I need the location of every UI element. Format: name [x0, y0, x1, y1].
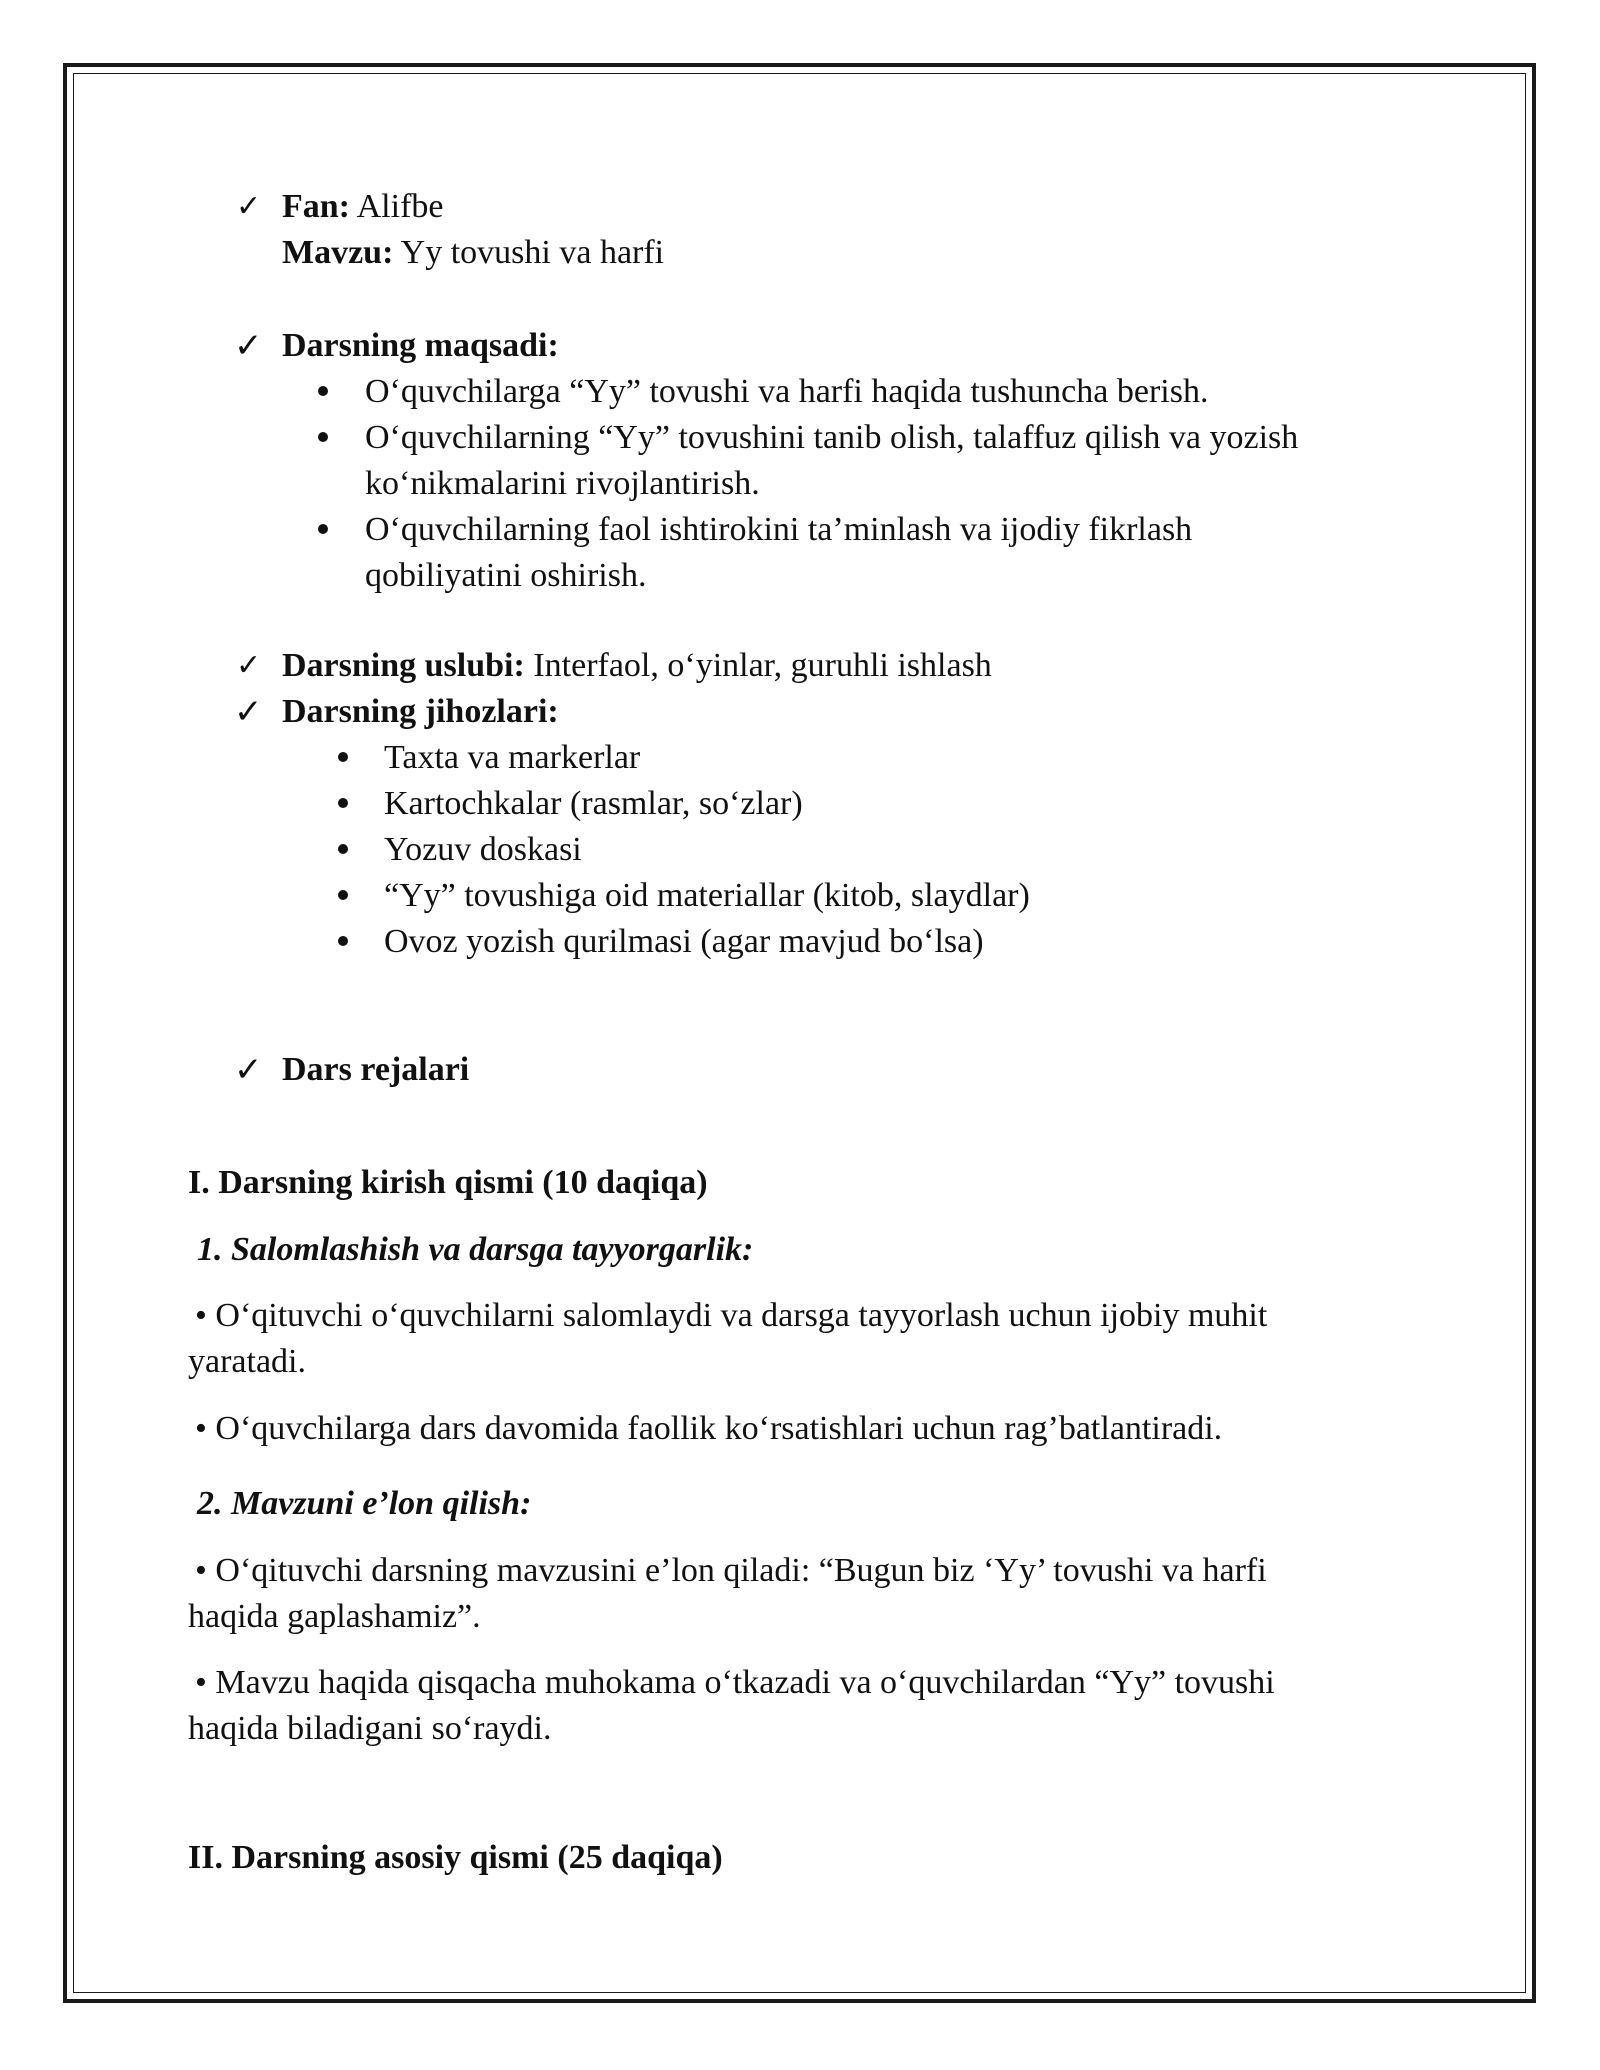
section2-title: II. Darsning asosiy qismi (25 daqiqa)	[188, 1839, 723, 1876]
mavzu-value: Yy tovushi va harfi	[400, 234, 665, 271]
jihozlar-item-2: Kartochkalar (rasmlar, so‘zlar)	[384, 785, 803, 822]
bullet-icon	[338, 936, 348, 946]
jihozlar-item-3: Yozuv doskasi	[384, 831, 582, 868]
uslub-value: Interfaol, o‘yinlar, guruhli ishlash	[533, 647, 992, 684]
mavzu-line	[282, 230, 664, 276]
checkmark-icon: ✓	[234, 1050, 263, 1090]
bullet-icon	[338, 798, 348, 808]
section1-sub1-p1-line2: yaratadi.	[188, 1343, 306, 1380]
bullet-icon	[318, 524, 328, 534]
section1-sub1-p1-line1: • O‘qituvchi o‘quvchilarni salomlaydi va darsga tayyorlash uchun ijobiy muhit	[195, 1297, 1268, 1334]
bullet-icon	[338, 844, 348, 854]
checkmark-icon: ✓	[236, 648, 262, 683]
fan-line	[282, 184, 443, 230]
rejalar-title: Dars rejalari	[282, 1051, 470, 1088]
section1-sub1-p2: • O‘quvchilarga dars davomida faollik ko‘rsatishlari uchun rag’batlantiradi.	[195, 1410, 1223, 1447]
section1-sub2-p1-line1: • O‘qituvchi darsning mavzusini e’lon qiladi: “Bugun biz ‘Yy’ tovushi va harfi	[195, 1552, 1267, 1589]
checkmark-icon: ✓	[234, 692, 263, 732]
section1-sub2-title: 2. Mavzuni e’lon qilish:	[197, 1485, 532, 1522]
jihozlar-item-4: “Yy” tovushiga oid materiallar (kitob, slaydlar)	[384, 877, 1030, 914]
uslub-label: Darsning uslubi:	[282, 647, 525, 684]
section1-sub2-p2-line1: • Mavzu haqida qisqacha muhokama o‘tkazadi va o‘quvchilardan “Yy” tovushi	[195, 1664, 1275, 1701]
jihozlar-item-1: Taxta va markerlar	[384, 739, 641, 776]
maqsad-item-2-cont: ko‘nikmalarini rivojlantirish.	[365, 465, 760, 502]
fan-value: Alifbe	[356, 188, 444, 225]
jihozlar-title: Darsning jihozlari:	[282, 693, 559, 730]
section1-sub2-p1-line2: haqida gaplashamiz”.	[188, 1598, 481, 1635]
section1-sub2-p2-line2: haqida biladigani so‘raydi.	[188, 1710, 552, 1747]
section1-title: I. Darsning kirish qismi (10 daqiqa)	[188, 1164, 708, 1201]
maqsad-item-3-cont: qobiliyatini oshirish.	[365, 557, 647, 594]
bullet-icon	[338, 752, 348, 762]
uslub-line	[282, 643, 992, 689]
maqsad-title: Darsning maqsadi:	[282, 327, 559, 364]
bullet-icon	[318, 432, 328, 442]
mavzu-label: Mavzu:	[282, 234, 394, 271]
jihozlar-item-5: Ovoz yozish qurilmasi (agar mavjud bo‘lsa)	[384, 923, 984, 960]
maqsad-item-3: O‘quvchilarning faol ishtirokini ta’minlash va ijodiy fikrlash	[365, 511, 1193, 548]
section1-sub1-title: 1. Salomlashish va darsga tayyorgarlik:	[197, 1231, 754, 1268]
bullet-icon	[338, 890, 348, 900]
checkmark-icon: ✓	[234, 326, 263, 366]
fan-label: Fan:	[282, 188, 350, 225]
maqsad-item-1: O‘quvchilarga “Yy” tovushi va harfi haqida tushuncha berish.	[365, 373, 1209, 410]
maqsad-item-2: O‘quvchilarning “Yy” tovushini tanib olish, talaffuz qilish va yozish	[365, 419, 1299, 456]
checkmark-icon: ✓	[236, 189, 262, 224]
bullet-icon	[318, 386, 328, 396]
